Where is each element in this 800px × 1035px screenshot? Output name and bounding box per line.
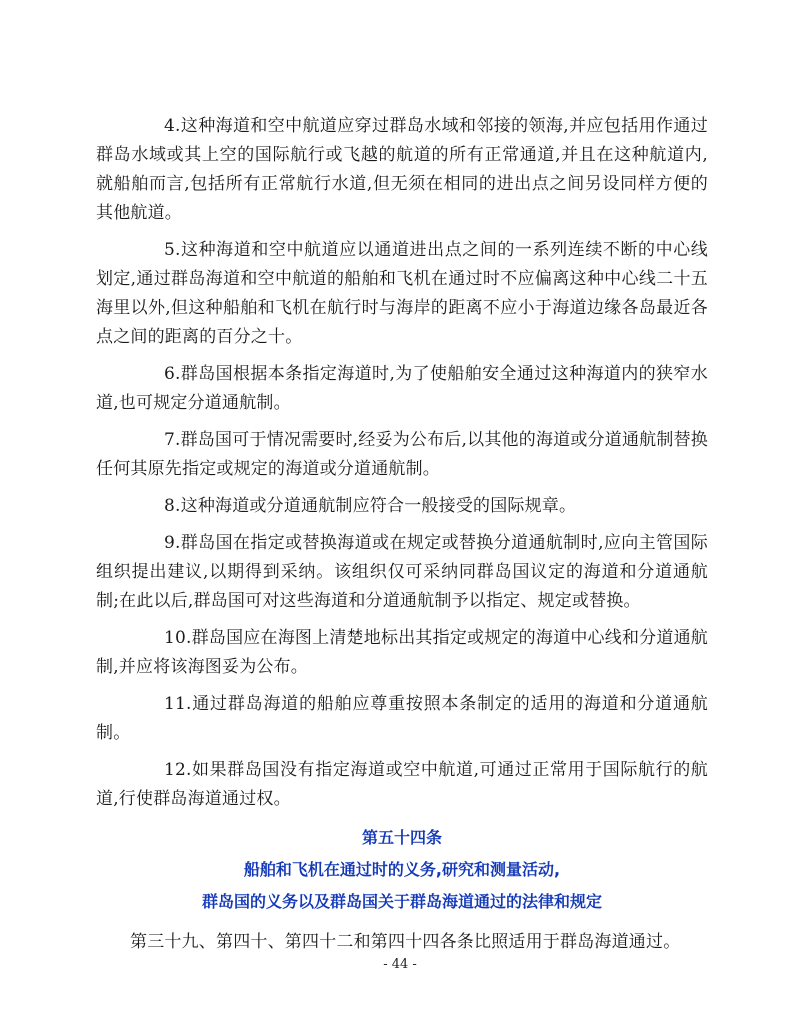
paragraph-text: 群岛国可于情况需要时,经妥为公布后,以其他的海道或分道通航制替换任何其原先指定或规定的海道或分道通航制。 <box>96 430 708 479</box>
paragraph-text: 如果群岛国没有指定海道或空中航道,可通过正常用于国际航行的航道,行使群岛海道通过权。 <box>96 760 708 809</box>
paragraph-number: 11. <box>164 694 192 714</box>
document-page <box>96 112 708 965</box>
paragraph-number: 6. <box>164 364 181 384</box>
paragraph-text: 群岛国根据本条指定海道时,为了使船舶安全通过这种海道内的狭窄水道,也可规定分道通航制。 <box>96 364 708 413</box>
paragraph-9 <box>96 529 708 616</box>
paragraph-number: 8. <box>164 496 181 516</box>
paragraph-text: 这种海道和空中航道应以通道进出点之间的一系列连续不断的中心线划定,通过群岛海道和空中航道的船舶和飞机在通过时不应偏离这种中心线二十五海里以外,但这种船舶和飞机在航行时与海岸的距离不应小于海道边缘各岛最近各点之间的距离的百分之十。 <box>96 240 708 347</box>
article-title-line-2: 群岛国的义务以及群岛国关于群岛海道通过的法律和规定 <box>201 892 602 911</box>
paragraph-text: 这种海道和空中航道应穿过群岛水域和邻接的领海,并应包括用作通过群岛水域或其上空的国际航行或飞越的航道的所有正常通道,并且在这种航道内,就船舶而言,包括所有正常航行水道,但无须在相同的进出点之间另设同样方便的其他航道。 <box>96 116 708 223</box>
paragraph-6 <box>96 360 708 418</box>
paragraph-number: 4. <box>164 116 181 136</box>
page-number: - 44 - <box>383 957 417 972</box>
paragraph-7 <box>96 426 708 484</box>
paragraph-text: 这种海道或分道通航制应符合一般接受的国际规章。 <box>180 496 577 516</box>
article-title-line-1: 船舶和飞机在通过时的义务,研究和测量活动, <box>243 860 561 879</box>
paragraph-text: 群岛国在指定或替换海道或在规定或替换分道通航制时,应向主管国际组织提出建议,以期得到采纳。该组织仅可采纳同群岛国议定的海道和分道通航制;在此以后,群岛国可对这些海道和分道通航制予以指定、规定或替换。 <box>96 533 708 611</box>
article-number-heading: 第五十四条 <box>361 828 442 847</box>
paragraph-text: 群岛国应在海图上清楚地标出其指定或规定的海道中心线和分道通航制,并应将该海图妥为公布。 <box>96 628 708 677</box>
paragraph-5 <box>96 236 708 352</box>
article-body: 第三十九、第四十、第四十二和第四十四各条比照适用于群岛海道通过。 <box>130 932 681 952</box>
paragraph-text: 通过群岛海道的船舶应尊重按照本条制定的适用的海道和分道通航制。 <box>96 694 708 743</box>
paragraph-11 <box>96 690 708 748</box>
paragraph-number: 12. <box>164 760 192 780</box>
paragraph-12 <box>96 756 708 814</box>
paragraph-number: 10. <box>164 628 192 648</box>
paragraph-number: 5. <box>164 240 181 260</box>
paragraph-number: 7. <box>164 430 181 450</box>
paragraph-8 <box>96 492 708 521</box>
paragraph-number: 9. <box>164 533 181 553</box>
paragraph-4 <box>96 112 708 228</box>
paragraph-10 <box>96 624 708 682</box>
